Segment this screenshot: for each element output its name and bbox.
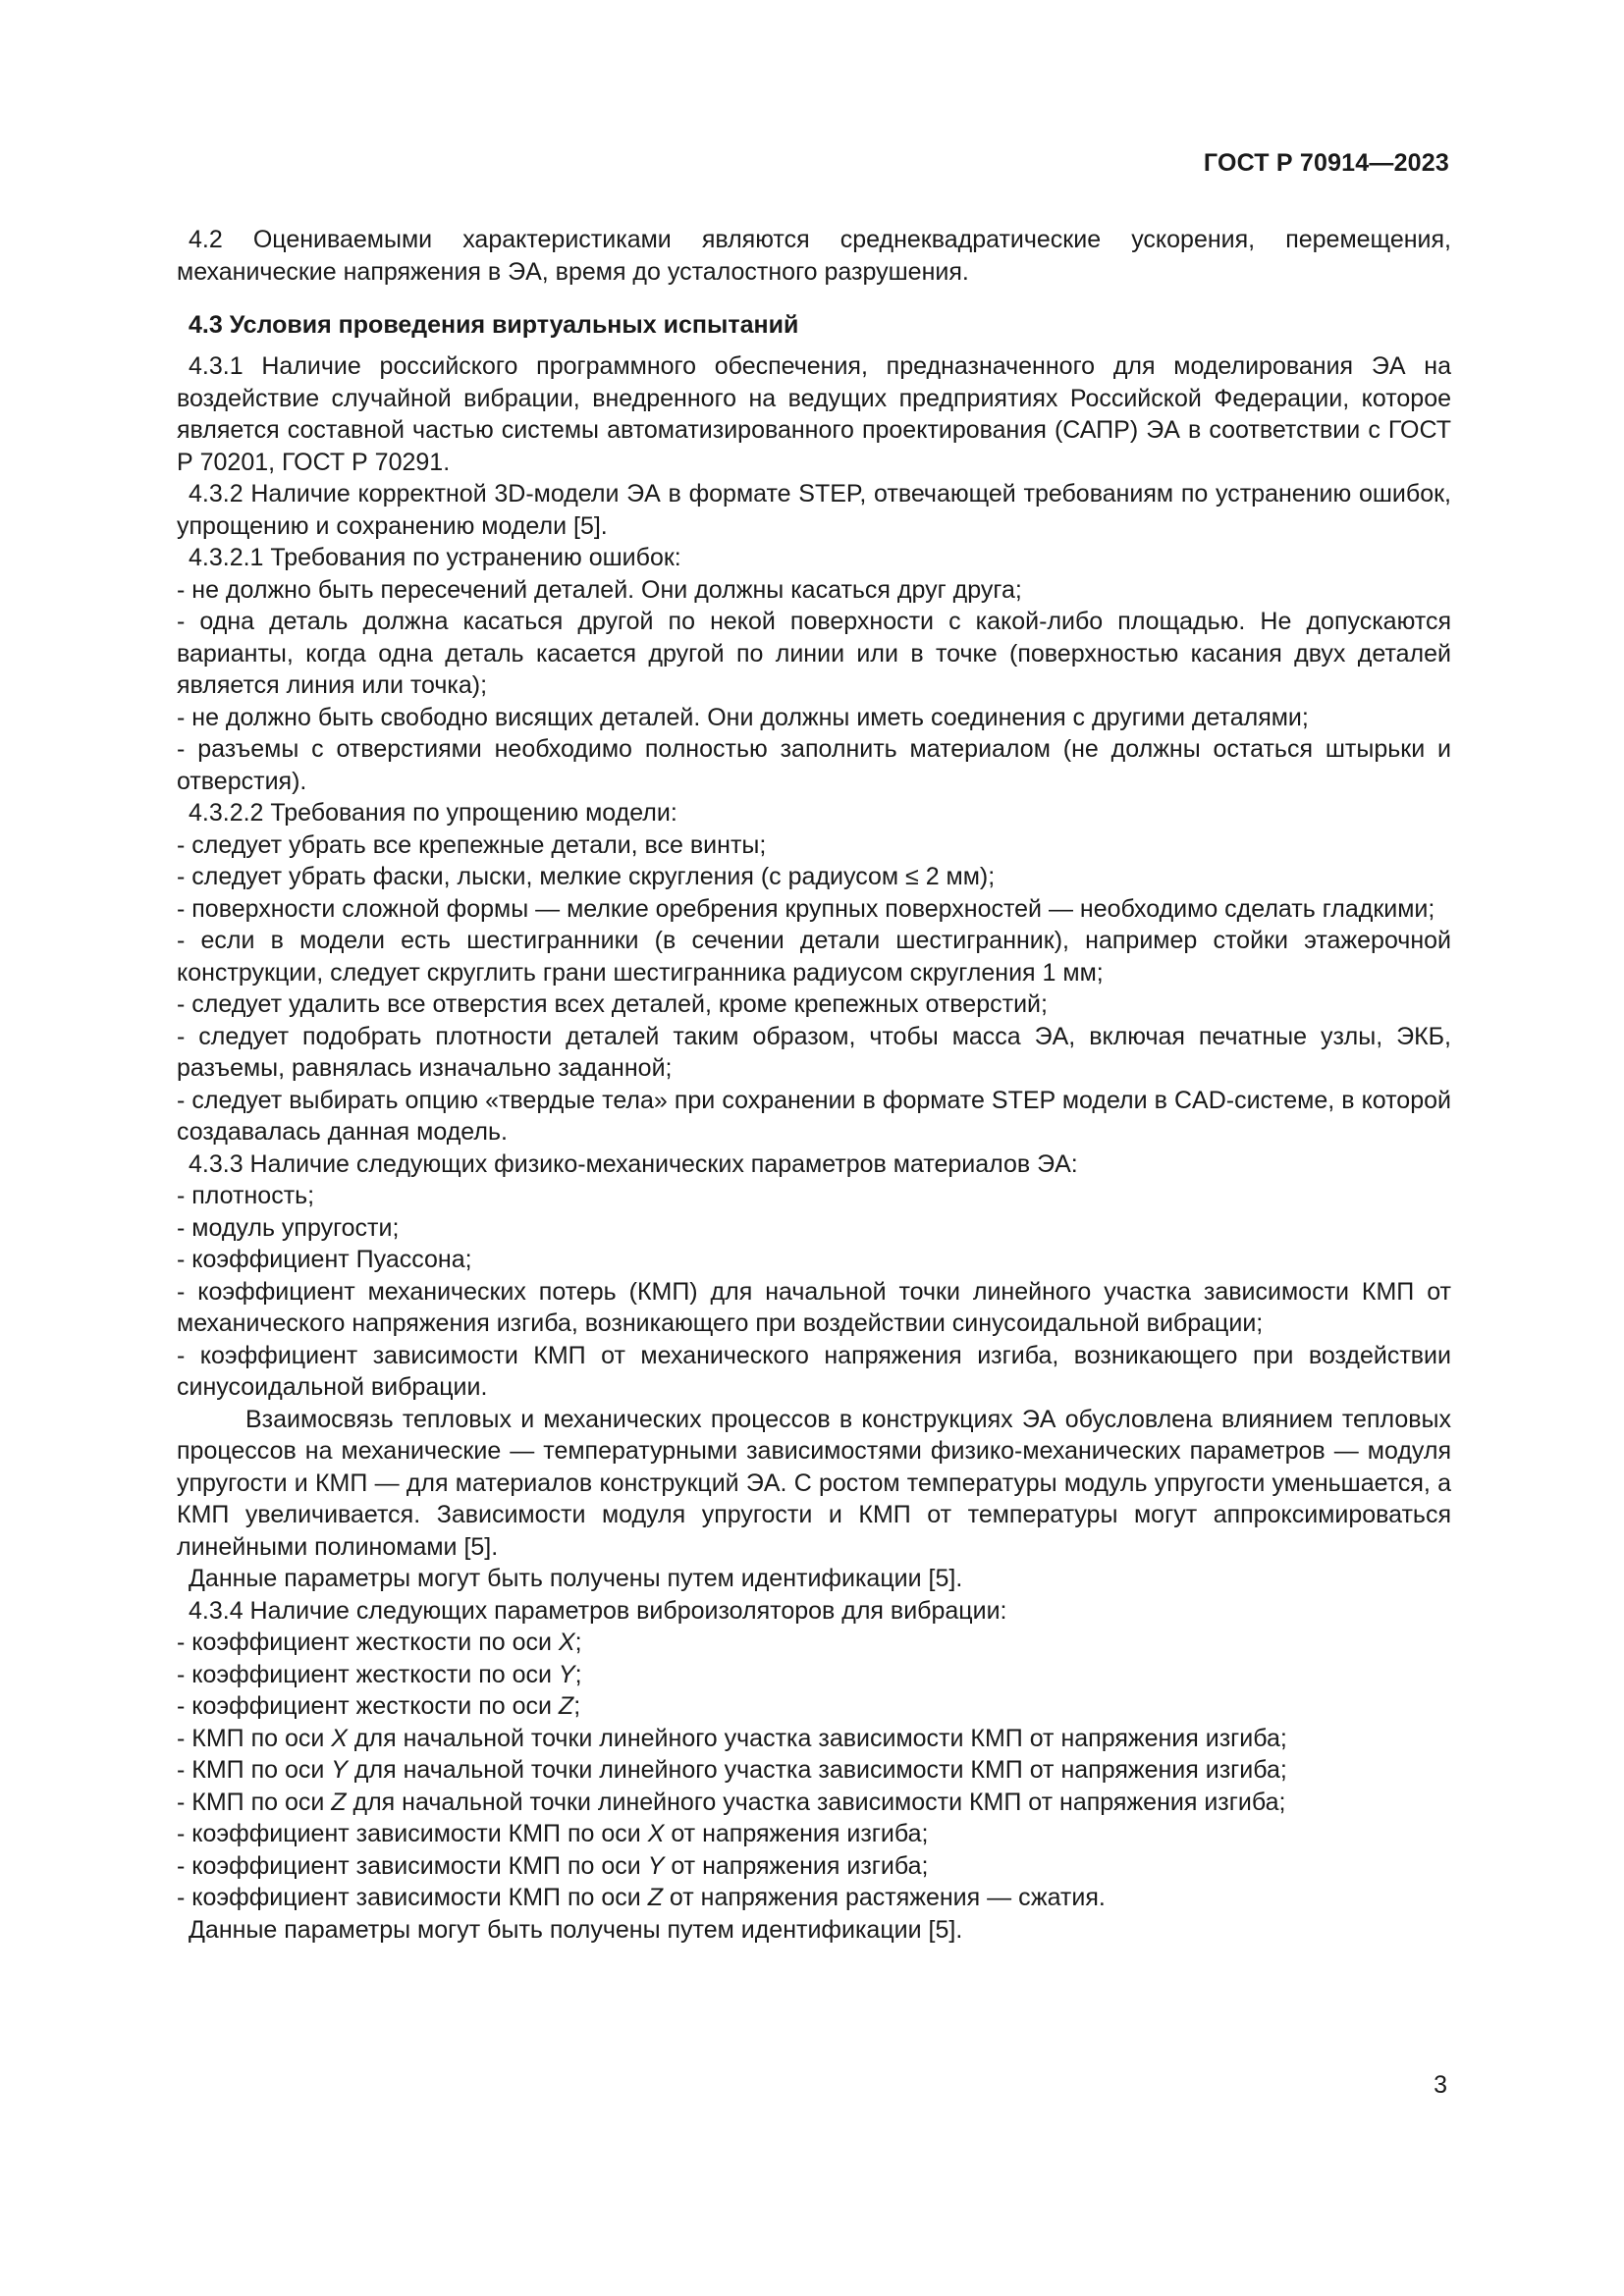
paragraph-4-3-1: 4.3.1 Наличие российского программного обеспечения, предназначенного для моделирования ЭА на воздействие случайной вибрации, внедренного на ведущих предприятиях Российской Федерации, которое является составной частью системы автоматизированного проектирования (САПР) ЭА в соответствии с ГОСТ Р 70201, ГОСТ Р 70291. [177,352,1451,476]
section-title-4-3: 4.3 Условия проведения виртуальных испытаний [189,311,799,339]
list-item-simplify-7: - следует выбирать опцию «твердые тела» при сохранении в формате STEP модели в CAD-системе, в которой создавалась данная модель. [177,1086,1451,1146]
list-item-error-3: - не должно быть свободно висящих деталей. Они должны иметь соединения с другими деталями; [177,703,1309,731]
list-item-isolator-3: - коэффициент жесткости по оси Z; [177,1692,581,1720]
list-item-isolator-5: - КМП по оси Y для начальной точки линейного участка зависимости КМП от напряжения изгиба; [177,1756,1287,1784]
list-item-error-4: - разъемы с отверстиями необходимо полностью заполнить материалом (не должны остаться штырьки и отверстия). [177,735,1451,795]
paragraph-identification-2: Данные параметры могут быть получены путем идентификации [5]. [189,1915,963,1944]
paragraph-relation: Взаимосвязь тепловых и механических процессов в конструкциях ЭА обусловлена влиянием тепловых процессов на механические — температурными зависимостями физико-механических параметров — модуля упругости и КМП — для материалов конструкций ЭА. С ростом температуры модуль упругости уменьшается, а КМП увеличивается. Зависимости модуля упругости и КМП от температуры могут аппроксимироваться линейными полиномами [5]. [177,1405,1451,1561]
list-item-simplify-6: - следует подобрать плотности деталей таким образом, чтобы масса ЭА, включая печатные узлы, ЭКБ, разъемы, равнялась изначально заданной; [177,1022,1451,1082]
list-item-simplify-4: - если в модели есть шестигранники (в сечении детали шестигранник), например стойки этажерочной конструкции, следует скруглить грани шестигранника радиусом скругления 1 мм; [177,927,1451,987]
list-item-error-2: - одна деталь должна касаться другой по некой поверхности с какой-либо площадью. Не допускаются варианты, когда одна деталь касается другой по линии или в точке (поверхностью касания двух деталей является линия или точка); [177,608,1451,699]
list-item-isolator-7: - коэффициент зависимости КМП по оси X от напряжения изгиба; [177,1820,929,1847]
paragraph-4-2: 4.2 Оцениваемыми характеристиками являются среднеквадратические ускорения, перемещения, механические напряжения в ЭА, время до усталостного разрушения. [177,226,1451,286]
paragraph-4-3-2-1: 4.3.2.1 Требования по устранению ошибок: [189,544,681,571]
list-item-isolator-4: - КМП по оси X для начальной точки линейного участка зависимости КМП от напряжения изгиба; [177,1724,1287,1752]
page-content [177,224,1451,1946]
list-item-isolator-8: - коэффициент зависимости КМП по оси Y от напряжения изгиба; [177,1851,929,1880]
document-code-header: ГОСТ Р 70914—2023 [1203,149,1449,177]
list-item-isolator-2: - коэффициент жесткости по оси Y; [177,1660,582,1688]
list-item-material-2: - модуль упругости; [177,1213,400,1242]
paragraph-4-3-4: 4.3.4 Наличие следующих параметров виброизоляторов для вибрации: [189,1596,1007,1625]
list-item-simplify-5: - следует удалить все отверстия всех деталей, кроме крепежных отверстий; [177,990,1048,1018]
list-item-simplify-2: - следует убрать фаски, лыски, мелкие скругления (с радиусом ≤ 2 мм); [177,863,996,890]
page-number: 3 [1434,2071,1447,2099]
list-item-material-4: - коэффициент механических потерь (КМП) для начальной точки линейного участка зависимости КМП от механического напряжения изгиба, возникающего при воздействии синусоидальной вибрации; [177,1277,1451,1337]
list-item-isolator-1: - коэффициент жесткости по оси X; [177,1629,582,1656]
list-item-isolator-9: - коэффициент зависимости КМП по оси Z от напряжения растяжения — сжатия. [177,1884,1106,1911]
list-item-error-1: - не должно быть пересечений деталей. Они должны касаться друг друга; [177,575,1022,604]
list-item-material-1: - плотность; [177,1182,315,1209]
list-item-material-3: - коэффициент Пуассона; [177,1246,472,1273]
list-item-isolator-6: - КМП по оси Z для начальной точки линейного участка зависимости КМП от напряжения изгиба; [177,1788,1286,1816]
list-item-simplify-1: - следует убрать все крепежные детали, все винты; [177,830,767,859]
paragraph-4-3-2: 4.3.2 Наличие корректной 3D-модели ЭА в формате STEP, отвечающей требованиям по устранению ошибок, упрощению и сохранению модели [5]. [177,480,1451,540]
paragraph-4-3-3: 4.3.3 Наличие следующих физико-механических параметров материалов ЭА: [189,1149,1078,1178]
paragraph-identification-1: Данные параметры могут быть получены путем идентификации [5]. [189,1565,963,1592]
list-item-simplify-3: - поверхности сложной формы — мелкие оребрения крупных поверхностей — необходимо сделать гладкими; [177,894,1435,923]
list-item-material-5: - коэффициент зависимости КМП от механического напряжения изгиба, возникающего при воздействии синусоидальной вибрации. [177,1341,1451,1401]
paragraph-4-3-2-2: 4.3.2.2 Требования по упрощению модели: [189,799,677,827]
